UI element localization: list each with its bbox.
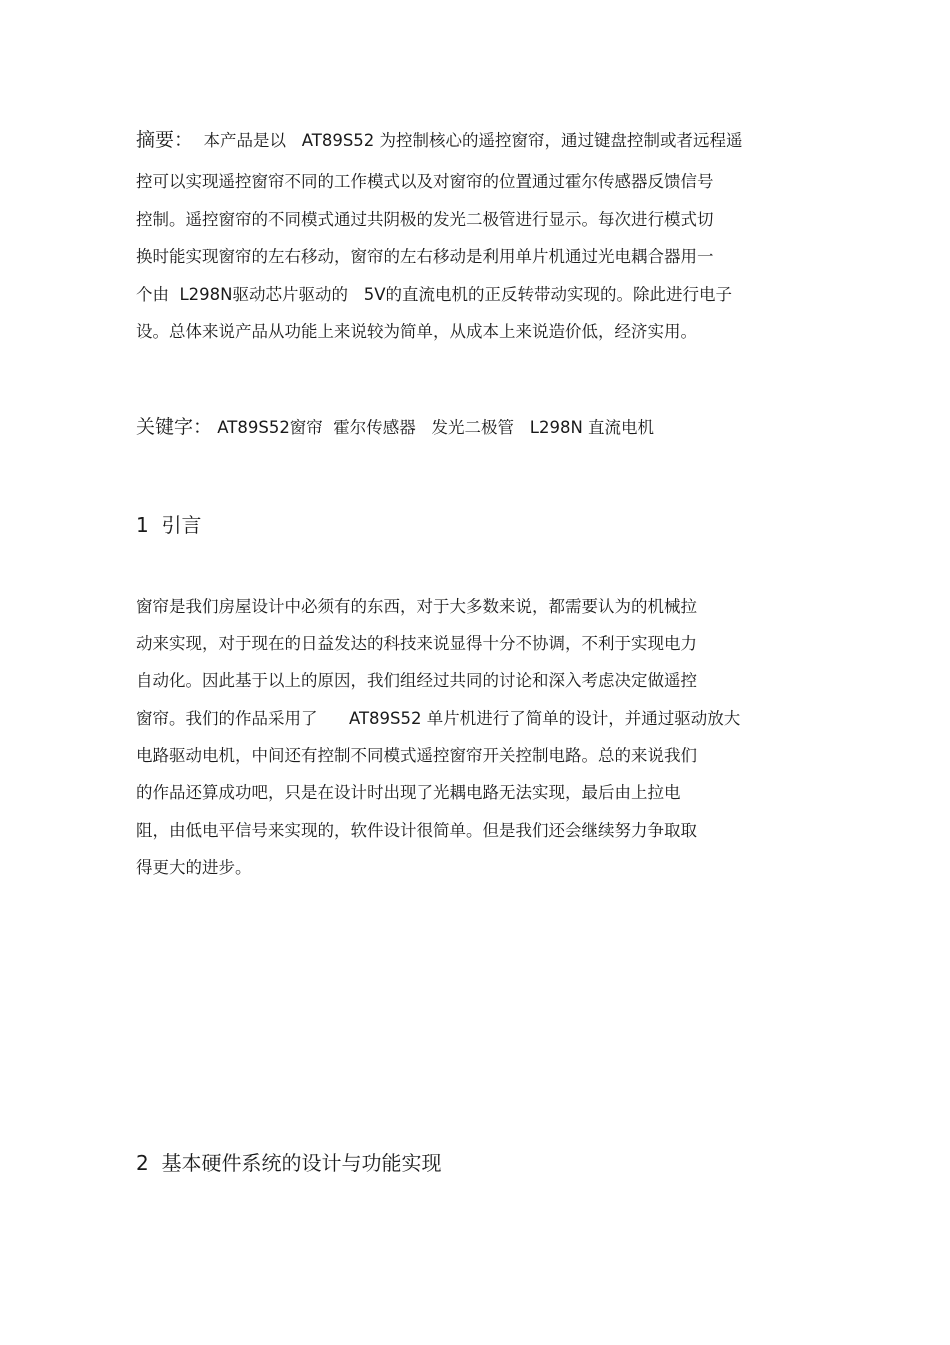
- abstract-line-2: 控可以实现遥控窗帘不同的工作模式以及对窗帘的位置通过霍尔传感器反馈信号: [136, 172, 714, 191]
- section-1-line-3: 自动化。因此基于以上的原因，我们组经过共同的讨论和深入考虑决定做遥控: [136, 671, 697, 690]
- abstract-label: 摘要：: [136, 129, 194, 151]
- section-1-line-4: 窗帘。我们的作品采用了 AT89S52 单片机进行了简单的设计，并通过驱动放大: [136, 709, 741, 728]
- abstract-line-5: 个由 L298N驱动芯片驱动的 5V的直流电机的正反转带动实现的。除此进行电子: [136, 285, 733, 304]
- abstract-line-1: [136, 129, 743, 152]
- abstract-line-3: 控制。遥控窗帘的不同模式通过共阴极的发光二极管进行显示。每次进行模式切: [136, 210, 714, 229]
- abstract-line-4: 换时能实现窗帘的左右移动，窗帘的左右移动是利用单片机通过光电耦合器用一: [136, 247, 714, 266]
- abstract-text-1: 本产品是以 AT89S52 为控制核心的遥控窗帘，通过键盘控制或者远程遥: [193, 131, 743, 150]
- section-2-heading: 2 基本硬件系统的设计与功能实现: [136, 1151, 442, 1175]
- section-1-heading: 1 引言: [136, 513, 202, 537]
- keywords-line: [136, 416, 654, 439]
- section-1-line-8: 得更大的进步。: [136, 858, 252, 877]
- keywords-label: 关键字：: [136, 416, 213, 438]
- section-1-line-1: 窗帘是我们房屋设计中必须有的东西，对于大多数来说，都需要认为的机械拉: [136, 597, 697, 616]
- section-1-line-5: 电路驱动电机，中间还有控制不同模式遥控窗帘开关控制电路。总的来说我们: [136, 746, 697, 765]
- section-1-line-6: 的作品还算成功吧，只是在设计时出现了光耦电路无法实现，最后由上拉电: [136, 783, 681, 802]
- abstract-line-6: 设。总体来说产品从功能上来说较为简单，从成本上来说造价低，经济实用。: [136, 322, 697, 341]
- section-1-line-7: 阻，由低电平信号来实现的，软件设计很简单。但是我们还会继续努力争取取: [136, 821, 697, 840]
- keywords-text: AT89S52窗帘 霍尔传感器 发光二极管 L298N 直流电机: [212, 418, 655, 437]
- section-1-line-2: 动来实现，对于现在的日益发达的科技来说显得十分不协调，不利于实现电力: [136, 634, 697, 653]
